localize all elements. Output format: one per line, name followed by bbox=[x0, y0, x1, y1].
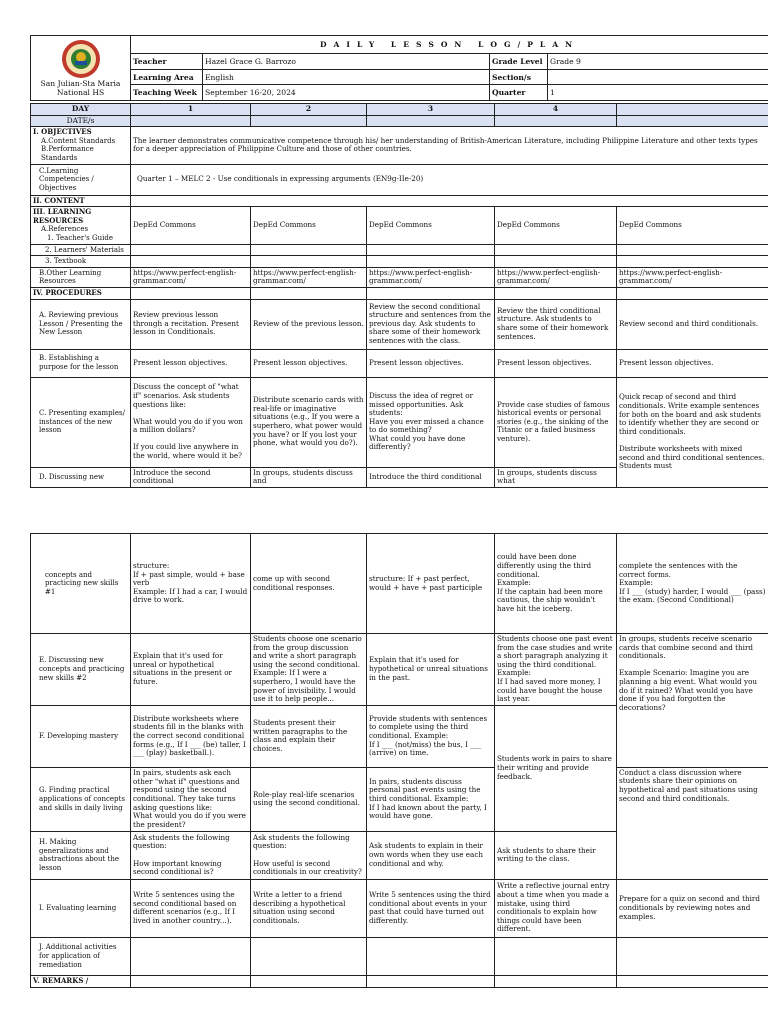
week-label: Teaching Week bbox=[131, 85, 203, 101]
proc-g-day-3: In pairs, students discuss personal past events using the third conditional. Example: If I had known about the party, I would have gone. bbox=[367, 767, 495, 831]
content-value bbox=[131, 195, 768, 207]
teacher-value: Hazel Grace G. Barrozo bbox=[203, 54, 490, 70]
proc-i-day-5: Prepare for a quiz on second and third conditionals by reviewing notes and examples. bbox=[617, 879, 768, 937]
lesson-plan-page-2 bbox=[30, 533, 768, 988]
proc-d-day-4: could have been done differently using the third conditional. Example: If the captain had been more cautious, the ship wouldn't have hit the iceberg. bbox=[495, 534, 617, 634]
proc-d-day-2: come up with second conditional responses. bbox=[251, 534, 367, 634]
ref-day-2: DepEd Commons bbox=[251, 207, 367, 244]
url-day-3: https://www.perfect-english-grammar.com/ bbox=[367, 267, 495, 287]
area-value: English bbox=[203, 69, 490, 85]
day-2: 2 bbox=[251, 104, 367, 116]
week-value: September 16-20, 2024 bbox=[203, 85, 490, 101]
proc-d-top-day-2: In groups, students discuss and bbox=[251, 467, 367, 487]
proc-a-label: A. Reviewing previous Lesson / Presenting the New Lesson bbox=[31, 299, 131, 349]
proc-d-top-day-1: Introduce the second conditional bbox=[131, 467, 251, 487]
proc-d-top-day-3: Introduce the third conditional bbox=[367, 467, 495, 487]
proc-e-day-1: Explain that it's used for unreal or hypothetical situations in the present or future. bbox=[131, 634, 251, 706]
day-header: DAY bbox=[31, 104, 131, 116]
proc-d-day-5: complete the sentences with the correct forms. Example: If I ___ (study) harder, I would ___ (pass) the exam. (Second Conditional) bbox=[617, 534, 768, 634]
proc-c-day-2: Distribute scenario cards with real-life or imaginative situations (e.g., If you were a superhero, what power would you have? or If you lost your phone, what would you do?). bbox=[251, 377, 367, 467]
proc-d-day-1: structure: If + past simple, would + base verb Example: If I had a car, I would drive to work. bbox=[131, 534, 251, 634]
proc-j-label: J. Additional activities for application of remediation bbox=[31, 937, 131, 975]
proc-b-day-1: Present lesson objectives. bbox=[131, 349, 251, 377]
proc-b-day-4: Present lesson objectives. bbox=[495, 349, 617, 377]
school-name: San Julian-Sta Maria National HS bbox=[40, 79, 121, 97]
proc-d-label: concepts and practicing new skills #1 bbox=[31, 534, 131, 634]
teacher-label: Teacher bbox=[131, 54, 203, 70]
ref-day-4: DepEd Commons bbox=[495, 207, 617, 244]
area-label: Learning Area bbox=[131, 69, 203, 85]
standards-text: The learner demonstrates communicative competence through his/ her understanding of British-American Literature, including Philippine Literature and other texts types for a deeper appreciation of Philippine Culture and those of other countries. bbox=[131, 127, 768, 164]
url-day-1: https://www.perfect-english-grammar.com/ bbox=[131, 267, 251, 287]
proc-c-label: C. Presenting examples/ instances of the new lesson bbox=[31, 377, 131, 467]
day-5 bbox=[617, 104, 768, 116]
ref-day-5: DepEd Commons bbox=[617, 207, 768, 244]
school-cell bbox=[31, 36, 131, 101]
proc-a-day-5: Review second and third conditionals. bbox=[617, 299, 768, 349]
proc-fg-day-4: Students work in pairs to share their writing and provide feedback. bbox=[495, 705, 617, 831]
references-label: III. LEARNING RESOURCES A.References 1. Teacher's Guide bbox=[31, 207, 131, 244]
learners-materials-label: 2. Learners' Materials bbox=[31, 244, 131, 256]
proc-i-day-1: Write 5 sentences using the second conditional based on different scenarios (e.g., If I lived in another country...). bbox=[131, 879, 251, 937]
proc-b-label: B. Establishing a purpose for the lesson bbox=[31, 349, 131, 377]
proc-f-day-1: Distribute worksheets where students fill in the blanks with the correct second conditional forms (e.g., If I ___ (be) taller, I ___ (play) basketball.). bbox=[131, 705, 251, 767]
proc-e-day-4: Students choose one past event from the case studies and write a short paragraph analyzing it using the third conditional. Example: If I had saved more money, I could have bought the house last year. bbox=[495, 634, 617, 706]
proc-i-label: I. Evaluating learning bbox=[31, 879, 131, 937]
content-label: II. CONTENT bbox=[31, 195, 131, 207]
proc-h-day-1: Ask students the following question: How important knowing second conditional is? bbox=[131, 831, 251, 879]
lesson-plan-page-1 bbox=[30, 35, 768, 488]
day-4: 4 bbox=[495, 104, 617, 116]
proc-f-label: F. Developing mastery bbox=[31, 705, 131, 767]
section-label: Section/s bbox=[490, 69, 548, 85]
textbook-label: 3. Textbook bbox=[31, 256, 131, 268]
proc-b-day-2: Present lesson objectives. bbox=[251, 349, 367, 377]
dates-header: DATE/s bbox=[31, 115, 131, 127]
proc-a-day-3: Review the second conditional structure and sentences from the previous day. Ask students to share some of their homework sentences with the class. bbox=[367, 299, 495, 349]
proc-c-day-1: Discuss the concept of "what if" scenarios. Ask students questions like: What would you do if you won a million dollars? If you could live anywhere in the world, where would it be? bbox=[131, 377, 251, 467]
other-resources-label: B.Other Learning Resources bbox=[31, 267, 131, 287]
url-day-5: https://www.perfect-english-grammar.com/ bbox=[617, 267, 768, 287]
competencies-label: C.Learning Competencies / Objectives bbox=[31, 164, 131, 195]
proc-h-day-2: Ask students the following question: How useful is second conditionals in our creativity? bbox=[251, 831, 367, 879]
proc-b-day-3: Present lesson objectives. bbox=[367, 349, 495, 377]
proc-g-day-2: Role-play real-life scenarios using the second conditional. bbox=[251, 767, 367, 831]
quarter-label: Quarter bbox=[490, 85, 548, 101]
ref-day-3: DepEd Commons bbox=[367, 207, 495, 244]
objectives-label: I. OBJECTIVES A.Content Standards B.Performance Standards bbox=[31, 127, 131, 164]
proc-c-day-5: Quick recap of second and third conditionals. Write example sentences for both on the board and ask students to identify whether they are second or third conditionals. Distribute worksheets with mixed second and third conditional sentences. Students must bbox=[617, 377, 768, 487]
proc-e-day-5: In groups, students receive scenario cards that combine second and third conditionals. Example Scenario: Imagine you are planning a big event. What would you do if it rained? What would you have done if you had forgotten the decorations? bbox=[617, 634, 768, 768]
url-day-2: https://www.perfect-english-grammar.com/ bbox=[251, 267, 367, 287]
proc-i-day-4: Write a reflective journal entry about a time when you made a mistake, using third conditionals to explain how things could have been different. bbox=[495, 879, 617, 937]
day-3: 3 bbox=[367, 104, 495, 116]
proc-h-label: H. Making generalizations and abstractions about the lesson bbox=[31, 831, 131, 879]
header-table bbox=[30, 35, 768, 101]
proc-a-day-4: Review the third conditional structure. Ask students to share some of their homework sentences. bbox=[495, 299, 617, 349]
lesson-table-1 bbox=[30, 103, 768, 488]
remarks-label: V. REMARKS / bbox=[31, 975, 131, 987]
section-value bbox=[548, 69, 768, 85]
proc-d-top-day-4: In groups, students discuss what bbox=[495, 467, 617, 487]
proc-b-day-5: Present lesson objectives. bbox=[617, 349, 768, 377]
proc-h-day-3: Ask students to explain in their own words when they use each conditional and why. bbox=[367, 831, 495, 879]
proc-i-day-3: Write 5 sentences using the third conditional about events in your past that could have turned out differently. bbox=[367, 879, 495, 937]
proc-e-day-3: Explain that it's used for hypothetical or unreal situations in the past. bbox=[367, 634, 495, 706]
proc-a-day-1: Review previous lesson through a recitation. Present lesson in Conditionals. bbox=[131, 299, 251, 349]
grade-label: Grade Level bbox=[490, 54, 548, 70]
ref-day-1: DepEd Commons bbox=[131, 207, 251, 244]
proc-d-label-top: D. Discussing new bbox=[31, 467, 131, 487]
lesson-table-2 bbox=[30, 533, 768, 988]
procedures-label: IV. PROCEDURES bbox=[31, 287, 131, 299]
url-day-4: https://www.perfect-english-grammar.com/ bbox=[495, 267, 617, 287]
proc-i-day-2: Write a letter to a friend describing a hypothetical situation using second conditionals. bbox=[251, 879, 367, 937]
proc-g-label: G. Finding practical applications of concepts and skills in daily living bbox=[31, 767, 131, 831]
proc-e-day-2: Students choose one scenario from the group discussion and write a short paragraph using the second conditional. Example: If I were a superhero, I would have the power of invisibility. I would use it to help people... bbox=[251, 634, 367, 706]
proc-h-day-4: Ask students to share their writing to the class. bbox=[495, 831, 617, 879]
day-1: 1 bbox=[131, 104, 251, 116]
proc-fg-day-5: Conduct a class discussion where students share their opinions on hypothetical and past situations using second and third conditionals. bbox=[617, 767, 768, 879]
grade-value: Grade 9 bbox=[548, 54, 768, 70]
proc-e-label: E. Discussing new concepts and practicing new skills #2 bbox=[31, 634, 131, 706]
document-title: DAILY LESSON LOG/PLAN bbox=[131, 36, 768, 54]
proc-g-day-1: In pairs, students ask each other "what if" questions and respond using the second conditional. They take turns asking questions like: What would you do if you were the president? bbox=[131, 767, 251, 831]
proc-c-day-3: Discuss the idea of regret or missed opportunities. Ask students: Have you ever missed a chance to do something? What could you have done differently? bbox=[367, 377, 495, 467]
school-seal-icon bbox=[61, 39, 101, 79]
quarter-value: 1 bbox=[548, 85, 768, 101]
proc-a-day-2: Review of the previous lesson. bbox=[251, 299, 367, 349]
competencies-text: Quarter 1 – MELC 2 - Use conditionals in expressing arguments (EN9g-IIe-20) bbox=[131, 164, 768, 195]
proc-f-day-3: Provide students with sentences to complete using the third conditional. Example: If I ___ (not/miss) the bus, I ___ (arrive) on time. bbox=[367, 705, 495, 767]
proc-d-day-3: structure: If + past perfect, would + have + past participle bbox=[367, 534, 495, 634]
proc-c-day-4: Provide case studies of famous historical events or personal stories (e.g., the sinking of the Titanic or a failed business venture). bbox=[495, 377, 617, 467]
proc-f-day-2: Students present their written paragraphs to the class and explain their choices. bbox=[251, 705, 367, 767]
